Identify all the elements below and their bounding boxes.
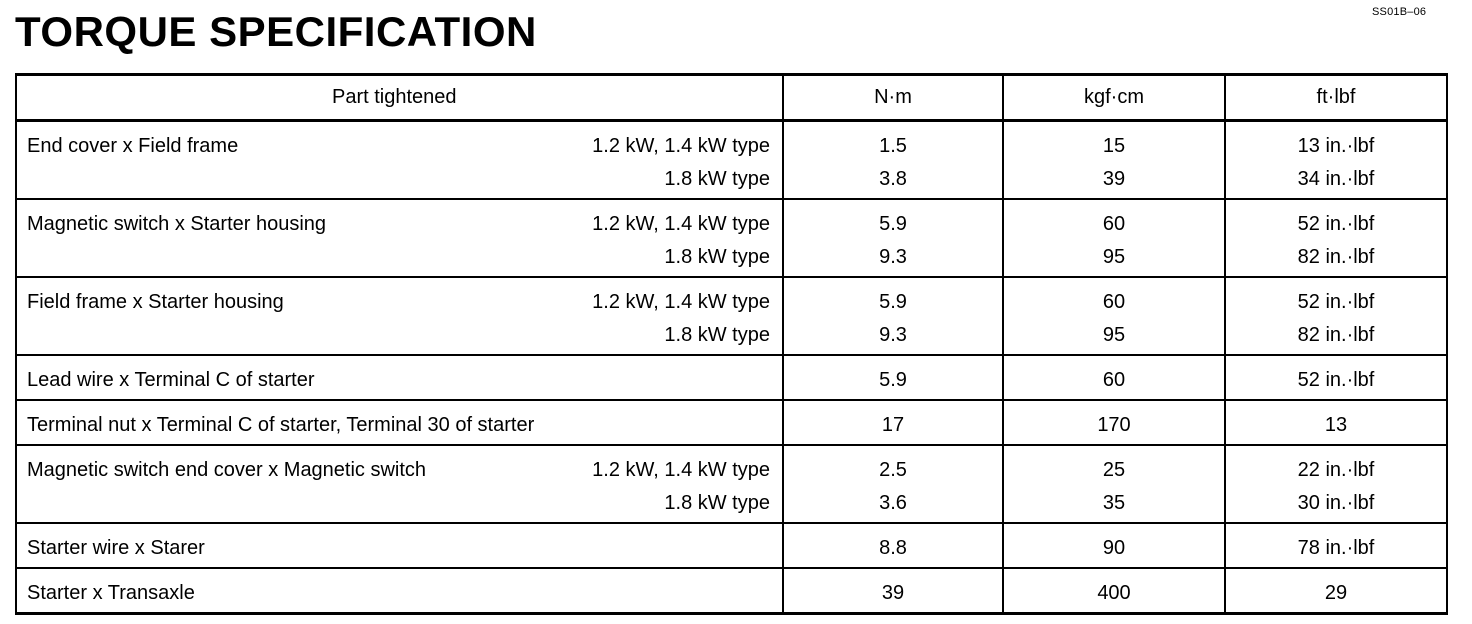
kgf-cm-value-cell bbox=[1003, 400, 1225, 445]
part-name: Starter wire x Starer bbox=[27, 537, 205, 559]
kgf-cm-value: 400 bbox=[1097, 582, 1131, 604]
part-name: Magnetic switch x Starter housing bbox=[27, 213, 327, 235]
document-code: SS01B–06 bbox=[1372, 6, 1427, 18]
ft-lbf-value: 30 in.·lbf bbox=[1297, 492, 1375, 514]
part-name: Lead wire x Terminal C of starter bbox=[27, 369, 315, 391]
ft-lbf-value: 13 bbox=[1324, 414, 1348, 436]
part-wrap bbox=[27, 409, 770, 442]
header-nm: N·m bbox=[783, 75, 1003, 121]
variant-label: 1.8 kW type bbox=[664, 246, 770, 268]
kgf-cm-value: 170 bbox=[1097, 414, 1131, 436]
ft-lbf-value: 78 in.·lbf bbox=[1297, 537, 1375, 559]
kgf-cm-value: 90 bbox=[1102, 537, 1126, 559]
table-row bbox=[16, 199, 1447, 277]
part-cell bbox=[16, 277, 783, 355]
table-row bbox=[16, 400, 1447, 445]
part-name: End cover x Field frame bbox=[27, 135, 239, 157]
table-row bbox=[16, 568, 1447, 614]
variant-label: 1.8 kW type bbox=[664, 492, 770, 514]
part-wrap bbox=[27, 364, 770, 397]
part-wrap bbox=[27, 577, 770, 610]
nm-value-cell bbox=[783, 523, 1003, 568]
header-part-tightened: Part tightened bbox=[16, 75, 783, 121]
kgf-cm-value: 25 bbox=[1102, 459, 1126, 481]
kgf-cm-value-cell bbox=[1003, 199, 1225, 277]
table-row bbox=[16, 277, 1447, 355]
variant-label: 1.8 kW type bbox=[664, 168, 770, 190]
nm-value: 3.6 bbox=[879, 492, 907, 514]
nm-value: 17 bbox=[881, 414, 905, 436]
page-title: TORQUE SPECIFICATION bbox=[15, 8, 537, 55]
nm-value: 5.9 bbox=[879, 213, 907, 235]
ft-lbf-value: 52 in.·lbf bbox=[1297, 213, 1375, 235]
ft-lbf-value-cell bbox=[1225, 400, 1447, 445]
variant-label: 1.2 kW, 1.4 kW type bbox=[592, 135, 770, 157]
ft-lbf-value: 52 in.·lbf bbox=[1297, 369, 1375, 391]
ft-lbf-value: 13 in.·lbf bbox=[1297, 135, 1375, 157]
part-wrap bbox=[27, 532, 770, 565]
nm-value: 5.9 bbox=[879, 369, 907, 391]
table-row bbox=[16, 445, 1447, 523]
part-name: Terminal nut x Terminal C of starter, Terminal 30 of starter bbox=[27, 414, 535, 436]
nm-value: 8.8 bbox=[879, 537, 907, 559]
nm-value: 39 bbox=[881, 582, 905, 604]
table-row bbox=[16, 355, 1447, 400]
part-cell bbox=[16, 400, 783, 445]
kgf-cm-value-cell bbox=[1003, 277, 1225, 355]
variant-list bbox=[592, 208, 770, 274]
kgf-cm-value-cell bbox=[1003, 445, 1225, 523]
ft-lbf-value: 82 in.·lbf bbox=[1297, 324, 1375, 346]
ft-lbf-value: 29 bbox=[1324, 582, 1348, 604]
table-row bbox=[16, 121, 1447, 200]
part-cell bbox=[16, 355, 783, 400]
ft-lbf-value-cell bbox=[1225, 523, 1447, 568]
ft-lbf-value-cell bbox=[1225, 568, 1447, 614]
kgf-cm-value: 60 bbox=[1102, 213, 1126, 235]
ft-lbf-value-cell bbox=[1225, 121, 1447, 200]
kgf-cm-value: 15 bbox=[1102, 135, 1126, 157]
ft-lbf-value: 34 in.·lbf bbox=[1297, 168, 1375, 190]
nm-value-cell bbox=[783, 355, 1003, 400]
kgf-cm-value: 39 bbox=[1102, 168, 1126, 190]
part-cell bbox=[16, 568, 783, 614]
part-wrap bbox=[27, 286, 770, 352]
torque-spec-table bbox=[15, 73, 1448, 615]
nm-value-cell bbox=[783, 277, 1003, 355]
nm-value-cell bbox=[783, 199, 1003, 277]
nm-value: 3.8 bbox=[879, 168, 907, 190]
table-header-row bbox=[16, 75, 1447, 121]
variant-label: 1.2 kW, 1.4 kW type bbox=[592, 213, 770, 235]
nm-value: 1.5 bbox=[879, 135, 907, 157]
kgf-cm-value: 95 bbox=[1102, 324, 1126, 346]
variant-label: 1.2 kW, 1.4 kW type bbox=[592, 291, 770, 313]
kgf-cm-value-cell bbox=[1003, 523, 1225, 568]
variant-list bbox=[592, 130, 770, 196]
part-wrap bbox=[27, 208, 770, 274]
kgf-cm-value-cell bbox=[1003, 568, 1225, 614]
kgf-cm-value: 35 bbox=[1102, 492, 1126, 514]
nm-value-cell bbox=[783, 400, 1003, 445]
kgf-cm-value-cell bbox=[1003, 121, 1225, 200]
kgf-cm-value: 95 bbox=[1102, 246, 1126, 268]
ft-lbf-value-cell bbox=[1225, 277, 1447, 355]
table-row bbox=[16, 523, 1447, 568]
nm-value-cell bbox=[783, 568, 1003, 614]
ft-lbf-value-cell bbox=[1225, 199, 1447, 277]
nm-value: 5.9 bbox=[879, 291, 907, 313]
kgf-cm-value-cell bbox=[1003, 355, 1225, 400]
ft-lbf-value: 82 in.·lbf bbox=[1297, 246, 1375, 268]
nm-value: 9.3 bbox=[879, 324, 907, 346]
table-body bbox=[16, 121, 1447, 614]
kgf-cm-value: 60 bbox=[1102, 291, 1126, 313]
part-cell bbox=[16, 121, 783, 200]
part-name: Field frame x Starter housing bbox=[27, 291, 284, 313]
part-name: Starter x Transaxle bbox=[27, 582, 195, 604]
header-ft-lbf: ft·lbf bbox=[1225, 75, 1447, 121]
nm-value-cell bbox=[783, 121, 1003, 200]
kgf-cm-value: 60 bbox=[1102, 369, 1126, 391]
nm-value: 2.5 bbox=[879, 459, 907, 481]
variant-label: 1.2 kW, 1.4 kW type bbox=[592, 459, 770, 481]
part-wrap bbox=[27, 130, 770, 196]
part-cell bbox=[16, 445, 783, 523]
part-name: Magnetic switch end cover x Magnetic switch bbox=[27, 459, 427, 481]
ft-lbf-value: 22 in.·lbf bbox=[1297, 459, 1375, 481]
part-cell bbox=[16, 523, 783, 568]
variant-list bbox=[592, 454, 770, 520]
header-kgf-cm: kgf·cm bbox=[1003, 75, 1225, 121]
variant-list bbox=[592, 286, 770, 352]
part-cell bbox=[16, 199, 783, 277]
variant-label: 1.8 kW type bbox=[664, 324, 770, 346]
ft-lbf-value-cell bbox=[1225, 445, 1447, 523]
ft-lbf-value: 52 in.·lbf bbox=[1297, 291, 1375, 313]
ft-lbf-value-cell bbox=[1225, 355, 1447, 400]
nm-value-cell bbox=[783, 445, 1003, 523]
part-wrap bbox=[27, 454, 770, 520]
nm-value: 9.3 bbox=[879, 246, 907, 268]
